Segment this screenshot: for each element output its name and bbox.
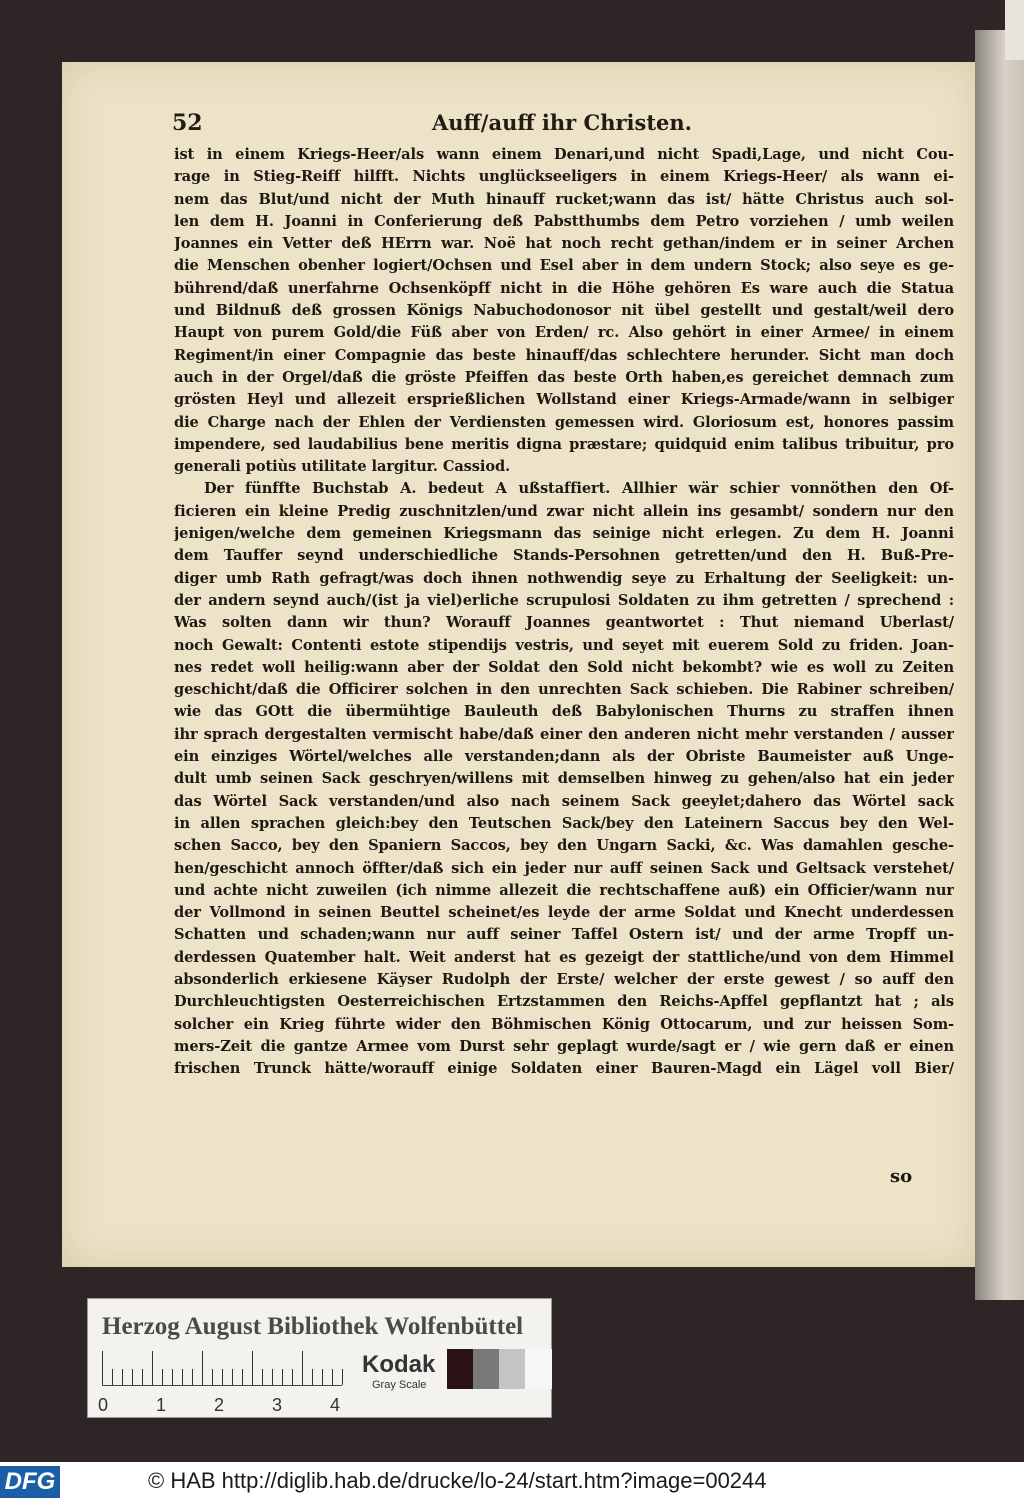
text-line: bührend/daß unerfahrne Ochsenköpff nicht in die Höhe gehören Es ware auch die Statua <box>174 279 954 297</box>
text-line: der Vollmond in seinen Beuttel scheinet/es leyde der arme Soldat und Knecht underdessen <box>174 904 954 922</box>
next-page-edge <box>975 30 1024 1300</box>
text-line: Regiment/in einer Compagnie das beste hinauff/das schlechtere herunder. Sicht man doch <box>174 346 954 364</box>
text-line: frischen Trunck hätte/worauff einige Soldaten einer Bauren-Magd ein Lägel voll Bier/ <box>174 1060 954 1078</box>
ruler-tick <box>272 1369 273 1385</box>
ruler-tick <box>142 1369 143 1385</box>
text-line: derdessen Quatember halt. Weit anderst hat es gezeigt der stattliche/und von dem Himmel <box>174 948 954 966</box>
text-line: die Menschen obenher logiert/Ochsen und Esel aber in dem undern Stock; also seye es ge- <box>174 257 954 275</box>
text-line: grösten Heyl und allezeit ersprießlichen Wollstand einer Kriegs-Armade/wann in selbiger <box>174 391 954 409</box>
ruler-tick <box>312 1369 313 1385</box>
ruler-tick <box>282 1369 283 1385</box>
text-line: in allen sprachen gleich:bey den Teutschen Sack/bey den Lateinern Saccus bey den Wel- <box>174 814 954 832</box>
text-line: Joannes ein Vetter deß HErrn war. Noë hat noch recht gethan/indem er in seiner Archen <box>174 235 954 253</box>
text-line: dem Tauffer seynd underschiedliche Stands-Persohnen getretten/und den H. Buß-Pre- <box>174 547 954 565</box>
text-line: dult umb seinen Sack geschryen/willens mit demselben hinweg zu gehen/also hat ein jeder <box>174 770 954 788</box>
text-line: noch Gewalt: Contenti estote stipendijs vestris, und seyet mit euerem Sold zu friden. Joan- <box>174 636 954 654</box>
ruler-number: 3 <box>272 1395 283 1415</box>
ruler-tick <box>332 1369 333 1385</box>
text-line: Durchleuchtigsten Oesterreichischen Ertzstammen den Reichs-Apffel gepflantzt hat ; als <box>174 993 954 1011</box>
ruler-tick <box>192 1369 193 1385</box>
text-line: Der fünffte Buchstab A. bedeut A ußstaffiert. Allhier wär schier vonnöthen den Of- <box>204 480 954 498</box>
ruler-tick <box>232 1369 233 1385</box>
ruler-tick <box>202 1351 203 1385</box>
gray-patch <box>525 1349 552 1389</box>
text-line: impendere, sed laudabilius bene meritis digna præstare; quidquid enim talibus tribuitur, pro <box>174 435 954 453</box>
text-line: diger umb Rath gefragt/was doch ihnen nothwendig seye zu Erhaltung der Seeligkeit: un- <box>174 569 954 587</box>
ruler-tick <box>172 1369 173 1385</box>
text-line: Was solten dann wir thun? Worauff Joannes geantwortet : Thut niemand Uberlast/ <box>174 614 954 632</box>
dfg-logo: DFG <box>0 1466 60 1498</box>
text-line: len dem H. Joanni in Conferierung deß Pabstthumbs dem Petro vorziehen / umb weilen <box>174 212 954 230</box>
ruler-tick <box>212 1369 213 1385</box>
ruler-tick <box>252 1351 253 1385</box>
ruler-tick <box>222 1369 223 1385</box>
text-line: und achte nicht zuweilen (ich nimme allezeit die rechtschaffene auß) ein Officier/wann nur <box>174 881 954 899</box>
library-name: Herzog August Bibliothek Wolfenbüttel <box>102 1313 524 1340</box>
text-line: jenigen/welche dem gemeinen Kriegsmann das seinige nicht erlegen. Zu dem H. Joanni <box>174 525 954 543</box>
text-line: ein einziges Wörtel/welches alle verstanden;dann als der Obriste Baumeister auß Unge- <box>174 748 954 766</box>
page-number: 52 <box>172 110 203 136</box>
ruler-number: 2 <box>214 1395 225 1415</box>
ruler-tick <box>242 1369 243 1385</box>
text-line: generali potiùs utilitate largitur. Cassiod. <box>174 458 511 476</box>
text-line: mers-Zeit die gantze Armee vom Durst sehr geplagt wurde/sagt er / wie gern daß er einen <box>174 1037 954 1055</box>
text-line: schen Sacco, bey den Spaniern Saccos, bey den Ungarn Sacki, &c. Was damahlen gesche- <box>174 837 954 855</box>
ruler-tick <box>112 1369 113 1385</box>
text-line: die Charge nach der Ehlen der Verdiensten gemessen wird. Gloriosum est, honores passim <box>174 413 954 431</box>
ruler-baseline <box>102 1385 342 1386</box>
text-line: ihr sprach dergestalten vermischt habe/daß einer den anderen nicht mehr verstanden / ausser <box>174 725 954 743</box>
footer-bar <box>0 1462 1024 1503</box>
ruler-tick <box>102 1351 103 1385</box>
text-line: ficieren ein kleine Predig zuschnitzlen/und zwar nicht allein ins gesambt/ sondern nur den <box>174 502 954 520</box>
ruler-tick <box>132 1369 133 1385</box>
ruler-tick <box>292 1369 293 1385</box>
text-line: solcher ein Krieg führte wider den Böhmischen König Ottocarum, und zur heissen Som- <box>174 1015 954 1033</box>
ruler-tick <box>162 1369 163 1385</box>
text-line: nes redet woll heilig:wann aber der Soldat den Sold nicht bekombt? wie es woll zu Zeiten <box>174 658 954 676</box>
text-line: hen/geschicht annoch öffter/daß sich ein jeder nur auff seinen Sack und Geltsack verstehet/ <box>174 859 954 877</box>
catchword: so <box>890 1166 913 1187</box>
ruler-tick <box>342 1369 343 1385</box>
text-line: auch in der Orgel/daß die gröste Pfeiffen das beste Orth haben,es gereichet demnach zum <box>174 368 954 386</box>
ruler-tick <box>122 1369 123 1385</box>
gray-patch <box>499 1349 526 1389</box>
page-header <box>172 110 952 138</box>
text-line: absonderlich erkiesene Käyser Rudolph der Erste/ welcher der erste gewest / so auff den <box>174 970 954 988</box>
ruler-number: 0 <box>98 1395 109 1415</box>
text-line: geschicht/daß die Officirer solchen in den unrechten Sack schieben. Die Rabiner schreiben/ <box>174 681 954 699</box>
copyright-text: © HAB http://diglib.hab.de/drucke/lo-24/start.htm?image=00244 <box>148 1468 767 1493</box>
page-corner <box>1005 0 1024 60</box>
gray-patch <box>473 1349 500 1389</box>
text-line: das Wörtel Sack verstanden/und also nach seinem Sack geeylet;dahero das Wörtel sack <box>174 792 954 810</box>
grayscale-label: Gray Scale <box>372 1379 427 1391</box>
kodak-logo: Kodak <box>362 1351 436 1378</box>
ruler-tick <box>322 1369 323 1385</box>
text-line: nem das Blut/und nicht der Muth hinauff rucket;wann das ist/ hätte Christus auch sol- <box>174 190 954 208</box>
gray-patch <box>447 1349 474 1389</box>
body-text <box>174 144 954 1080</box>
text-line: Schatten und schaden;wann nur auff seiner Taffel Ostern ist/ und der arme Tropff un- <box>174 926 954 944</box>
ruler-number: 4 <box>330 1395 341 1415</box>
text-line: und Bildnuß deß grossen Königs Nabuchodonosor nit übel gestellt und gestalt/weil dero <box>174 302 954 320</box>
text-line: der andern seynd auch/(ist ja viel)erliche scrupulosi Soldaten zu ihm getretten / sprechend : <box>174 591 954 609</box>
ruler-tick <box>262 1369 263 1385</box>
text-line: rage in Stieg-Reiff hilfft. Nichts unglückseeligers in einem Kriegs-Heer/ als wann ei- <box>174 168 954 186</box>
color-calibration-card <box>87 1298 552 1418</box>
book-page <box>62 62 975 1267</box>
ruler-scale <box>98 1351 342 1415</box>
text-line: ist in einem Kriegs-Heer/als wann einem Denari,und nicht Spadi,Lage, und nicht Cou- <box>174 146 954 163</box>
running-head: Auff/auff ihr Christen. <box>432 110 692 135</box>
text-line: wie das GOtt die übermühtige Bauleuth deß Babylonischen Thurns zu straffen ihnen <box>174 703 954 721</box>
text-line: Haupt von purem Gold/die Füß aber von Erden/ rc. Also gehört in einer Armee/ in einem <box>174 324 954 342</box>
ruler-number: 1 <box>156 1395 167 1415</box>
ruler-tick <box>182 1369 183 1385</box>
ruler-tick <box>302 1351 303 1385</box>
ruler-tick <box>152 1351 153 1385</box>
